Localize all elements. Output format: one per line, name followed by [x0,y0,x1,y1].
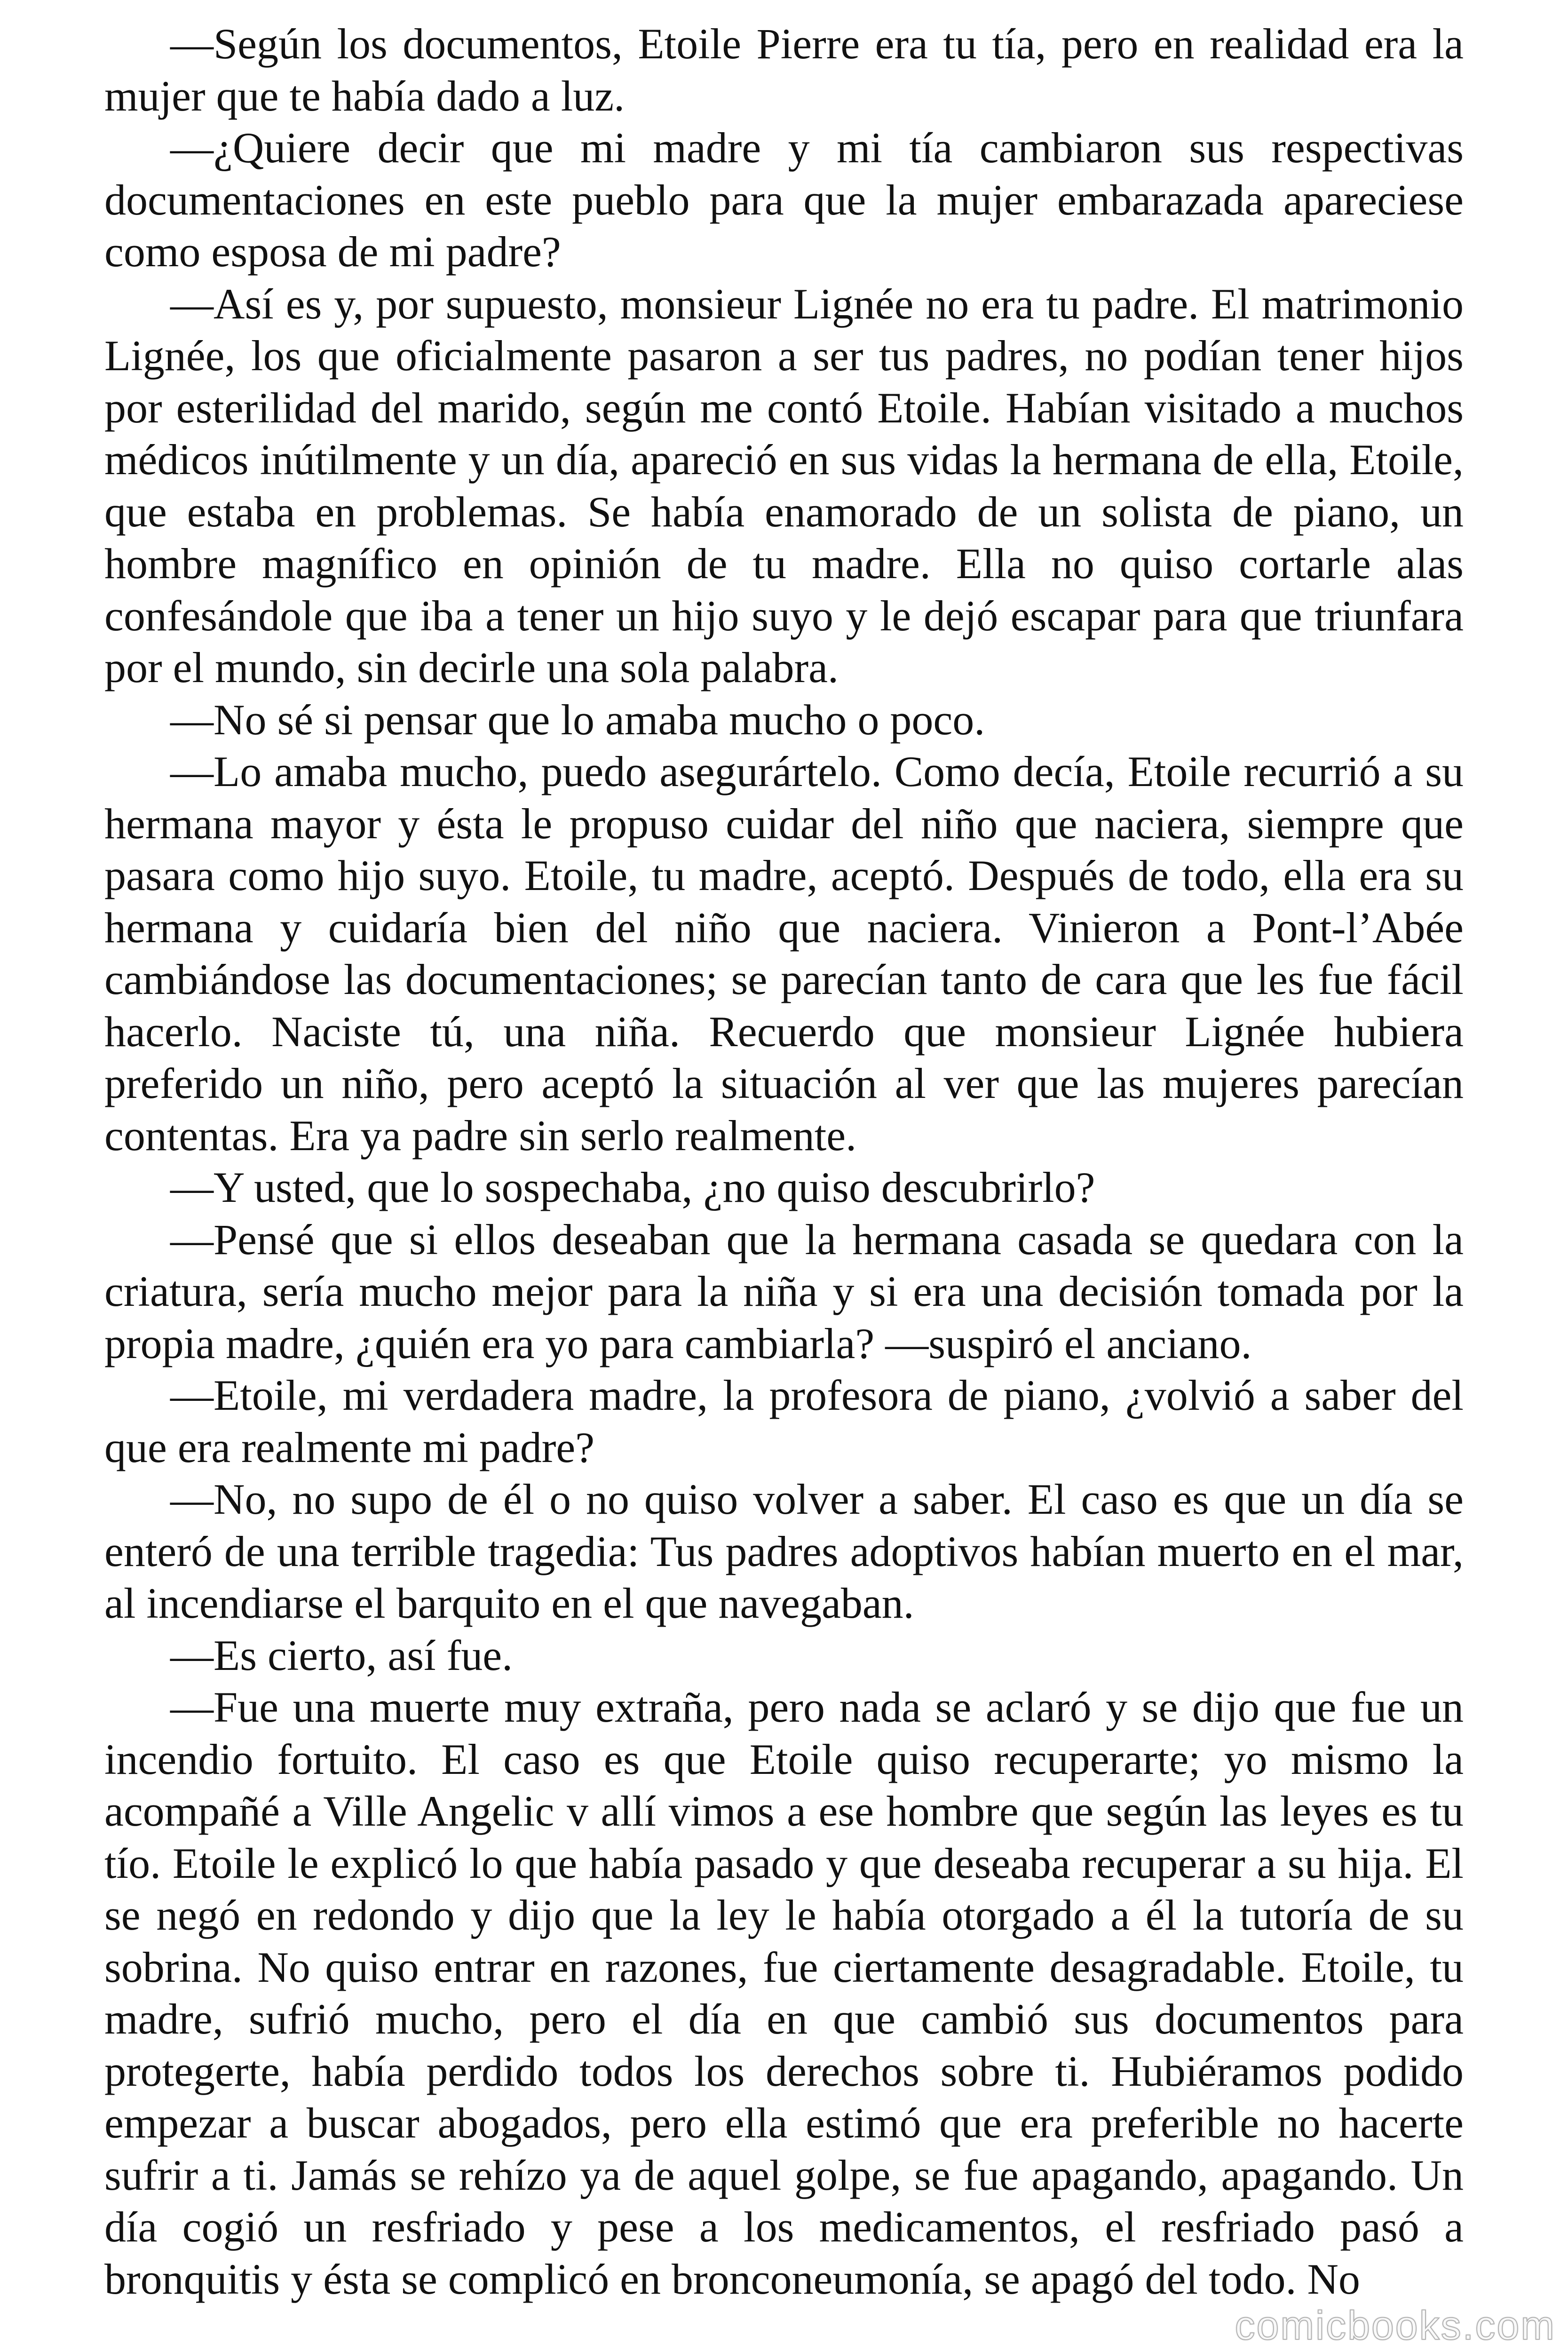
paragraph: —Pensé que si ellos deseaban que la hermana casada se quedara con la criatura, sería mucho mejor para la niña y si era una decisión tomada por la propia madre, ¿quién era yo para cambiarla? —suspiró el anciano. [104,1215,1464,1367]
paragraph: —Así es y, por supuesto, monsieur Lignée no era tu padre. El matrimonio Lignée, los que oficialmente pasaron a ser tus padres, no podían tener hijos por esterilidad del marido, según me contó Etoile. Habían visitado a muchos médicos inútilmente y un día, apareció en sus vidas la hermana de ella, Etoile, que estaba en problemas. Se había enamorado de un solista de piano, un hombre magnífico en opinión de tu madre. Ella no quiso cortarle alas confesándole que iba a tener un hijo suyo y le dejó escapar para que triunfara por el mundo, sin decirle una sola palabra. [104,279,1464,691]
watermark: comicbooks.com [1235,2303,1556,2348]
page-text [104,18,1464,2305]
paragraph: —Lo amaba mucho, puedo asegurártelo. Como decía, Etoile recurrió a su hermana mayor y ésta le propuso cuidar del niño que naciera, siempre que pasara como hijo suyo. Etoile, tu madre, aceptó. Después de todo, ella era su hermana y cuidaría bien del niño que naciera. Vinieron a Pont-l’Abée cambiándose las documentaciones; se parecían tanto de cara que les fue fácil hacerlo. Naciste tú, una niña. Recuerdo que monsieur Lignée hubiera preferido un niño, pero aceptó la situación al ver que las mujeres parecían contentas. Era ya padre sin serlo realmente. [104,747,1464,1160]
paragraph: —Etoile, mi verdadera madre, la profesora de piano, ¿volvió a saber del que era realmente mi padre? [104,1371,1464,1471]
paragraph: —Y usted, que lo sospechaba, ¿no quiso descubrirlo? [170,1163,1095,1211]
paragraph: —No sé si pensar que lo amaba mucho o poco. [170,695,985,744]
paragraph: —No, no supo de él o no quiso volver a saber. El caso es que un día se enteró de una terrible tragedia: Tus padres adoptivos habían muerto en el mar, al incendiarse el barquito en el que navegaban. [104,1475,1464,1627]
paragraph: —Fue una muerte muy extraña, pero nada se aclaró y se dijo que fue un incendio fortuito. El caso es que Etoile quiso recuperarte; yo mismo la acompañé a Ville Angelic v allí vimos a ese hombre que según las leyes es tu tío. Etoile le explicó lo que había pasado y que deseaba recuperar a su hija. El se negó en redondo y dijo que la ley le había otorgado a él la tutoría de su sobrina. No quiso entrar en razones, fue ciertamente desagradable. Etoile, tu madre, sufrió mucho, pero el día en que cambió sus documentos para protegerte, había perdido todos los derechos sobre ti. Hubiéramos podido empezar a buscar abogados, pero ella estimó que era preferible no hacerte sufrir a ti. Jamás se rehízo ya de aquel golpe, se fue apagando, apagando. Un día cogió un resfriado y pese a los medicamentos, el resfriado pasó a bronquitis y ésta se complicó en bronconeumonía, se apagó del todo. No [104,1683,1464,2303]
paragraph: —Es cierto, así fue. [170,1631,513,1679]
paragraph: —Según los documentos, Etoile Pierre era tu tía, pero en realidad era la mujer que te había dado a luz. [104,20,1464,120]
paragraph: —¿Quiere decir que mi madre y mi tía cambiaron sus respectivas documentaciones en este pueblo para que la mujer embarazada apareciese como esposa de mi padre? [104,124,1464,276]
